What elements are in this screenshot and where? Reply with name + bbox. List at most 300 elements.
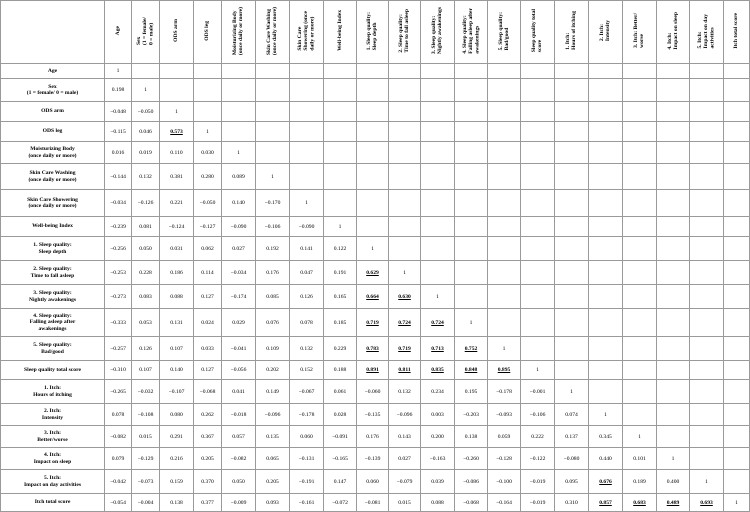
table-cell xyxy=(623,122,657,142)
table-cell: 0.126 xyxy=(290,285,324,309)
table-cell: 1 xyxy=(555,380,589,404)
table-cell xyxy=(421,142,455,164)
table-cell xyxy=(623,217,657,237)
table-cell: 0.159 xyxy=(160,470,194,494)
table-cell: 0.076 xyxy=(256,309,290,337)
table-cell: 0.573 xyxy=(160,122,194,142)
table-cell xyxy=(421,164,455,190)
column-header xyxy=(488,1,521,64)
column-header-label: Sleep quality total score xyxy=(531,9,544,53)
table-cell: −0.018 xyxy=(222,404,256,426)
table-cell: −0.080 xyxy=(555,448,589,470)
table-cell: 0.131 xyxy=(160,309,194,337)
table-cell: 0.140 xyxy=(222,190,256,217)
table-cell xyxy=(623,237,657,261)
table-cell xyxy=(521,261,555,285)
table-cell xyxy=(290,164,324,190)
table-cell xyxy=(421,190,455,217)
header-corner xyxy=(1,1,105,64)
table-cell xyxy=(455,102,488,122)
table-cell: 0.107 xyxy=(132,361,160,380)
table-cell xyxy=(690,448,724,470)
column-header-label: Moisturizing Body (once daily or more) xyxy=(232,6,245,55)
table-cell xyxy=(421,102,455,122)
table-cell xyxy=(488,190,521,217)
table-cell: −0.073 xyxy=(132,470,160,494)
table-cell: 0.050 xyxy=(222,470,256,494)
table-cell xyxy=(724,261,750,285)
table-cell: 1 xyxy=(256,164,290,190)
table-cell xyxy=(690,142,724,164)
column-header-label: 4. Itch: Impact on sleep xyxy=(666,12,679,50)
table-cell: 0.200 xyxy=(421,426,455,448)
table-cell: −0.126 xyxy=(132,190,160,217)
table-cell xyxy=(690,404,724,426)
table-cell xyxy=(724,142,750,164)
table-cell: 0.149 xyxy=(256,380,290,404)
table-cell: −0.253 xyxy=(105,261,132,285)
table-cell xyxy=(657,404,690,426)
column-header xyxy=(324,1,357,64)
table-cell xyxy=(724,237,750,261)
table-cell: 0.050 xyxy=(132,237,160,261)
table-cell xyxy=(488,142,521,164)
table-cell xyxy=(455,64,488,79)
table-cell: −0.048 xyxy=(105,102,132,122)
table-cell: 1 xyxy=(724,494,750,512)
column-header-label: Skin Care Showering (once daily or more) xyxy=(297,11,316,51)
table-cell xyxy=(488,64,521,79)
table-cell: 0.122 xyxy=(324,237,357,261)
table-cell xyxy=(724,102,750,122)
table-cell: −0.090 xyxy=(222,217,256,237)
table-cell: 1 xyxy=(690,470,724,494)
row-label: 1. Sleep quality: Sleep depth xyxy=(1,237,105,261)
table-cell: 0.724 xyxy=(421,309,455,337)
table-cell xyxy=(222,102,256,122)
table-cell xyxy=(324,142,357,164)
table-cell: 0.080 xyxy=(160,404,194,426)
table-cell xyxy=(589,380,623,404)
row-label: Sleep quality total score xyxy=(1,361,105,380)
table-cell: −0.256 xyxy=(105,237,132,261)
table-cell: −0.178 xyxy=(290,404,324,426)
row-label: 4. Sleep quality: Falling asleep after awakenings xyxy=(1,309,105,337)
table-cell: 1 xyxy=(105,64,132,79)
table-cell: 0.137 xyxy=(555,426,589,448)
table-cell: −0.034 xyxy=(222,261,256,285)
table-cell: −0.042 xyxy=(105,470,132,494)
table-cell: 0.186 xyxy=(160,261,194,285)
table-cell xyxy=(623,337,657,361)
column-header xyxy=(589,1,623,64)
table-cell: 1 xyxy=(657,448,690,470)
table-cell: 0.440 xyxy=(589,448,623,470)
table-cell xyxy=(555,102,589,122)
column-header xyxy=(194,1,222,64)
table-cell xyxy=(324,164,357,190)
column-header-label: Itch total score xyxy=(733,13,740,49)
column-header xyxy=(555,1,589,64)
row-label: 3. Sleep quality: Nightly awakenings xyxy=(1,285,105,309)
table-cell xyxy=(724,285,750,309)
table-cell: −0.170 xyxy=(256,190,290,217)
table-cell: 0.088 xyxy=(160,285,194,309)
row-label: Sex (1 = female/ 0 = male) xyxy=(1,79,105,102)
table-cell xyxy=(421,217,455,237)
table-cell: −0.273 xyxy=(105,285,132,309)
table-cell xyxy=(256,122,290,142)
table-row xyxy=(1,79,750,102)
table-cell xyxy=(555,190,589,217)
table-cell xyxy=(690,285,724,309)
table-row xyxy=(1,122,750,142)
table-cell: −0.163 xyxy=(421,448,455,470)
column-header-label: 5. Sleep quality: Bad/good xyxy=(497,11,510,51)
column-header xyxy=(256,1,290,64)
table-cell: 0.234 xyxy=(421,380,455,404)
table-cell xyxy=(555,79,589,102)
table-cell xyxy=(657,309,690,337)
table-cell xyxy=(357,217,389,237)
table-cell xyxy=(690,122,724,142)
table-cell xyxy=(455,142,488,164)
table-cell: 0.088 xyxy=(421,494,455,512)
table-cell: 0.310 xyxy=(555,494,589,512)
table-cell xyxy=(657,217,690,237)
column-header-label: 1. Itch: Hours of itching xyxy=(565,11,578,51)
table-cell: −0.056 xyxy=(222,361,256,380)
table-cell: 0.676 xyxy=(589,470,623,494)
table-cell xyxy=(132,64,160,79)
table-cell: 0.165 xyxy=(324,285,357,309)
table-cell xyxy=(324,102,357,122)
table-cell: 0.198 xyxy=(105,79,132,102)
table-cell: 0.003 xyxy=(421,404,455,426)
table-cell xyxy=(324,190,357,217)
column-header-label: 2. Itch: Intensity xyxy=(599,20,612,42)
table-cell xyxy=(657,285,690,309)
table-cell xyxy=(455,237,488,261)
table-cell xyxy=(521,142,555,164)
table-cell: −0.050 xyxy=(194,190,222,217)
table-cell: 1 xyxy=(290,190,324,217)
table-cell: −0.009 xyxy=(222,494,256,512)
table-cell xyxy=(690,337,724,361)
table-cell xyxy=(421,122,455,142)
table-cell: −0.139 xyxy=(357,448,389,470)
table-cell: −0.165 xyxy=(324,448,357,470)
table-cell: −0.093 xyxy=(488,404,521,426)
table-cell xyxy=(389,164,421,190)
table-cell xyxy=(589,361,623,380)
table-row xyxy=(1,470,750,494)
table-cell: 0.079 xyxy=(105,448,132,470)
table-cell xyxy=(290,122,324,142)
table-cell: 0.027 xyxy=(389,448,421,470)
table-cell xyxy=(521,79,555,102)
table-cell xyxy=(589,337,623,361)
table-cell xyxy=(256,64,290,79)
table-cell: 0.848 xyxy=(455,361,488,380)
table-cell xyxy=(589,122,623,142)
column-header-label: 1. Sleep quality: Sleep depth xyxy=(366,11,379,51)
table-cell: −0.081 xyxy=(357,494,389,512)
table-cell xyxy=(724,217,750,237)
table-cell: 0.185 xyxy=(324,309,357,337)
table-cell: 1 xyxy=(222,142,256,164)
table-cell: 0.141 xyxy=(290,237,324,261)
table-cell: −0.203 xyxy=(455,404,488,426)
table-cell: 0.060 xyxy=(290,426,324,448)
table-cell: 0.216 xyxy=(160,448,194,470)
table-row xyxy=(1,337,750,361)
column-header-label: Skin Care Washing (once daily or more) xyxy=(266,6,279,55)
table-cell: 0.176 xyxy=(256,261,290,285)
header-row xyxy=(1,1,750,64)
table-cell: 0.083 xyxy=(132,285,160,309)
table-cell: 0.062 xyxy=(194,237,222,261)
table-cell xyxy=(455,164,488,190)
table-cell: 0.138 xyxy=(160,494,194,512)
table-cell xyxy=(623,380,657,404)
table-cell: 0.202 xyxy=(256,361,290,380)
table-cell: 0.221 xyxy=(160,190,194,217)
table-cell: 0.724 xyxy=(389,309,421,337)
table-cell xyxy=(455,261,488,285)
table-cell: −0.108 xyxy=(132,404,160,426)
table-cell: 0.895 xyxy=(488,361,521,380)
table-cell xyxy=(690,237,724,261)
table-cell: −0.096 xyxy=(389,404,421,426)
table-cell: 0.205 xyxy=(256,470,290,494)
table-cell xyxy=(657,64,690,79)
table-cell xyxy=(690,361,724,380)
table-cell: 1 xyxy=(357,237,389,261)
table-cell xyxy=(521,217,555,237)
table-cell: −0.115 xyxy=(105,122,132,142)
table-cell: 0.138 xyxy=(455,426,488,448)
table-cell xyxy=(357,164,389,190)
table-cell: −0.096 xyxy=(256,404,290,426)
row-label: 5. Sleep quality: Bad/good xyxy=(1,337,105,361)
table-cell xyxy=(222,122,256,142)
table-cell: −0.090 xyxy=(290,217,324,237)
row-label: Skin Care Showering (once daily or more) xyxy=(1,190,105,217)
table-cell: 0.016 xyxy=(105,142,132,164)
table-cell xyxy=(521,190,555,217)
table-cell xyxy=(521,337,555,361)
row-label: Itch total score xyxy=(1,494,105,512)
table-cell xyxy=(389,142,421,164)
table-cell: −0.144 xyxy=(105,164,132,190)
table-row xyxy=(1,102,750,122)
table-cell: 0.031 xyxy=(160,237,194,261)
table-cell: 0.683 xyxy=(623,494,657,512)
table-cell: 0.152 xyxy=(290,361,324,380)
table-cell: −0.019 xyxy=(521,494,555,512)
table-cell: −0.106 xyxy=(256,217,290,237)
column-header-label: 3. Itch: Better/ worse xyxy=(633,13,646,49)
table-cell: −0.086 xyxy=(455,470,488,494)
table-cell: 0.033 xyxy=(194,337,222,361)
table-cell: 0.713 xyxy=(421,337,455,361)
table-cell xyxy=(690,64,724,79)
table-cell: 0.189 xyxy=(623,470,657,494)
column-header xyxy=(657,1,690,64)
table-cell: −0.106 xyxy=(521,404,555,426)
table-cell xyxy=(657,361,690,380)
table-cell: 0.078 xyxy=(290,309,324,337)
table-cell: −0.127 xyxy=(194,217,222,237)
column-header xyxy=(521,1,555,64)
table-cell xyxy=(690,380,724,404)
table-cell xyxy=(589,79,623,102)
table-cell xyxy=(455,285,488,309)
table-cell: 0.046 xyxy=(132,122,160,142)
table-cell xyxy=(690,217,724,237)
table-cell: 0.400 xyxy=(657,470,690,494)
table-cell xyxy=(690,309,724,337)
table-cell: −0.050 xyxy=(132,102,160,122)
table-cell xyxy=(690,426,724,448)
table-cell: 0.047 xyxy=(290,261,324,285)
table-cell xyxy=(488,164,521,190)
table-cell: 0.891 xyxy=(357,361,389,380)
table-row xyxy=(1,380,750,404)
table-cell xyxy=(657,261,690,285)
table-cell xyxy=(389,64,421,79)
row-label: 4. Itch: Impact on sleep xyxy=(1,448,105,470)
table-cell xyxy=(724,470,750,494)
table-cell: 1 xyxy=(324,217,357,237)
table-cell xyxy=(724,190,750,217)
table-cell xyxy=(521,164,555,190)
table-cell xyxy=(194,102,222,122)
table-cell: 0.143 xyxy=(389,426,421,448)
table-cell xyxy=(589,217,623,237)
table-cell xyxy=(290,102,324,122)
table-cell xyxy=(657,122,690,142)
table-cell xyxy=(357,142,389,164)
table-row xyxy=(1,217,750,237)
table-cell: −0.174 xyxy=(222,285,256,309)
table-cell xyxy=(589,237,623,261)
table-cell xyxy=(555,237,589,261)
table-cell xyxy=(256,142,290,164)
table-cell xyxy=(521,285,555,309)
table-cell xyxy=(421,64,455,79)
table-cell xyxy=(555,361,589,380)
table-cell: −0.310 xyxy=(105,361,132,380)
table-cell: 1 xyxy=(421,285,455,309)
table-cell xyxy=(724,448,750,470)
table-cell xyxy=(256,79,290,102)
table-cell: 0.192 xyxy=(256,237,290,261)
table-cell: 0.114 xyxy=(194,261,222,285)
table-cell xyxy=(589,64,623,79)
table-cell xyxy=(724,337,750,361)
table-cell: 0.027 xyxy=(222,237,256,261)
table-cell: −0.041 xyxy=(222,337,256,361)
table-cell: 0.060 xyxy=(357,470,389,494)
table-cell xyxy=(290,79,324,102)
table-cell xyxy=(521,64,555,79)
table-cell xyxy=(521,309,555,337)
column-header-label: Well-being Index xyxy=(336,10,343,52)
table-cell: 0.065 xyxy=(256,448,290,470)
table-cell xyxy=(555,122,589,142)
table-cell xyxy=(488,102,521,122)
row-label: Skin Care Washing (once daily or more) xyxy=(1,164,105,190)
table-row xyxy=(1,164,750,190)
column-header-label: 5. Itch: Impact on day activities xyxy=(697,13,716,49)
table-cell: 0.095 xyxy=(555,470,589,494)
row-label: Moisturizing Body (once daily or more) xyxy=(1,142,105,164)
table-cell xyxy=(160,64,194,79)
table-cell xyxy=(724,64,750,79)
table-cell: −0.178 xyxy=(488,380,521,404)
table-cell: −0.054 xyxy=(105,494,132,512)
table-cell: 0.811 xyxy=(389,361,421,380)
table-cell xyxy=(455,79,488,102)
table-cell xyxy=(657,102,690,122)
table-row xyxy=(1,285,750,309)
table-cell xyxy=(222,64,256,79)
table-cell: 0.019 xyxy=(132,142,160,164)
table-cell: 0.053 xyxy=(132,309,160,337)
table-cell: 0.291 xyxy=(160,426,194,448)
table-cell: −0.100 xyxy=(488,470,521,494)
table-cell xyxy=(290,64,324,79)
table-row xyxy=(1,64,750,79)
table-cell: −0.072 xyxy=(324,494,357,512)
column-header xyxy=(132,1,160,64)
table-cell: −0.068 xyxy=(455,494,488,512)
table-cell: −0.082 xyxy=(222,448,256,470)
table-cell: 0.059 xyxy=(488,426,521,448)
column-header xyxy=(455,1,488,64)
table-cell: 0.381 xyxy=(160,164,194,190)
table-cell: 0.057 xyxy=(222,426,256,448)
table-cell: 0.262 xyxy=(194,404,222,426)
table-cell xyxy=(589,285,623,309)
table-cell xyxy=(589,309,623,337)
table-cell xyxy=(160,79,194,102)
table-cell xyxy=(357,122,389,142)
table-cell: 0.110 xyxy=(160,142,194,164)
table-cell xyxy=(194,64,222,79)
table-cell: −0.079 xyxy=(389,470,421,494)
table-cell xyxy=(389,237,421,261)
table-cell: 0.078 xyxy=(105,404,132,426)
table-cell: 0.280 xyxy=(194,164,222,190)
row-label: 2. Sleep quality: Time to fall asleep xyxy=(1,261,105,285)
table-cell xyxy=(421,79,455,102)
table-cell: 0.629 xyxy=(357,261,389,285)
table-cell xyxy=(256,102,290,122)
table-cell xyxy=(724,79,750,102)
column-header xyxy=(160,1,194,64)
table-cell: 0.489 xyxy=(657,494,690,512)
table-cell xyxy=(488,285,521,309)
table-cell: −0.004 xyxy=(132,494,160,512)
table-cell: −0.107 xyxy=(160,380,194,404)
table-cell xyxy=(488,309,521,337)
table-cell xyxy=(623,261,657,285)
table-cell xyxy=(657,79,690,102)
table-cell xyxy=(555,309,589,337)
